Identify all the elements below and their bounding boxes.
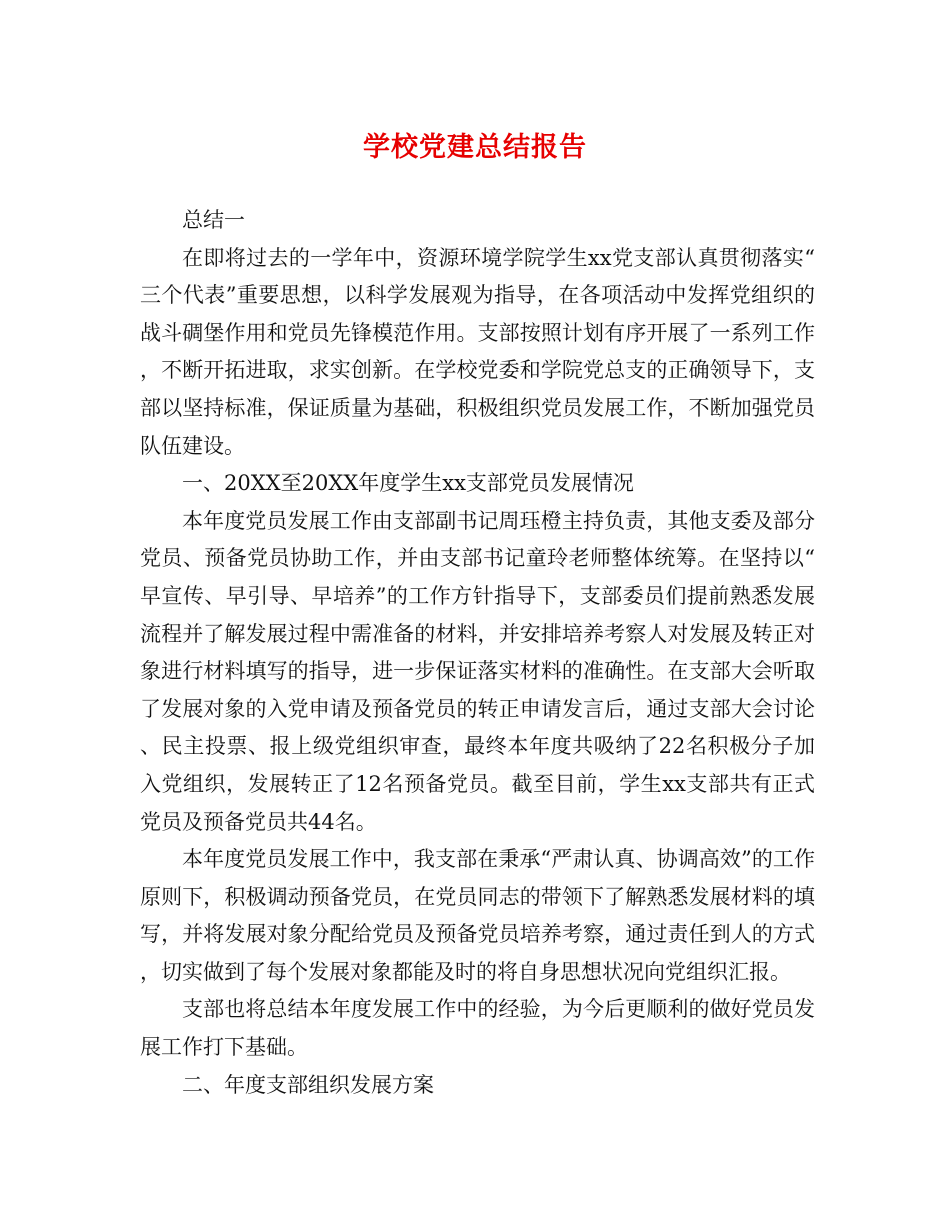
experience-paragraph: 支部也将总结本年度发展工作中的经验，为今后更顺利的做好党员发展工作打下基础。 — [140, 997, 815, 1060]
section-heading-two: 二、年度支部组织发展方案 — [182, 1072, 434, 1097]
intro-paragraph: 在即将过去的一学年中，资源环境学院学生xx党支部认真贯彻落实“三个代表”重要思想，以科学发展观为指导，在各项活动中发挥党组织的战斗碉堡作用和党员先锋模范作用。支部按照计划有序开展了一系列工作，不断开拓进取，求实创新。在学校党委和学院党总支的正确领导下，支部以坚持标准，保证质量为基础，积极组织党员发展工作，不断加强党员队伍建设。 — [140, 245, 815, 458]
development-paragraph: 本年度党员发展工作由支部副书记周珏橙主持负责，其他支委及部分党员、预备党员协助工作，并由支部书记童玲老师整体统筹。在坚持以“早宣传、早引导、早培养”的工作方针指导下，支部委员们提前熟悉发展流程并了解发展过程中需准备的材料，并安排培养考察人对发展及转正对象进行材料填写的指导，进一步保证落实材料的准确性。在支部大会听取了发展对象的入党申请及预备党员的转正申请发言后，通过支部大会讨论、民主投票、报上级党组织审查，最终本年度共吸纳了22名积极分子加入党组织，发展转正了12名预备党员。截至目前，学生xx支部共有正式党员及预备党员共44名。 — [140, 508, 815, 834]
document-title: 学校党建总结报告 — [363, 132, 587, 163]
section-heading-one: 一、20XX至20XX年度学生xx支部党员发展情况 — [182, 471, 634, 496]
document-body — [140, 202, 815, 1104]
section-heading-summary-one: 总结一 — [182, 208, 245, 232]
principle-paragraph: 本年度党员发展工作中，我支部在秉承“严肃认真、协调高效”的工作原则下，积极调动预备党员，在党员同志的带领下了解熟悉发展材料的填写，并将发展对象分配给党员及预备党员培养考察，通过责任到人的方式，切实做到了每个发展对象都能及时的将自身思想状况向党组织汇报。 — [140, 847, 815, 984]
